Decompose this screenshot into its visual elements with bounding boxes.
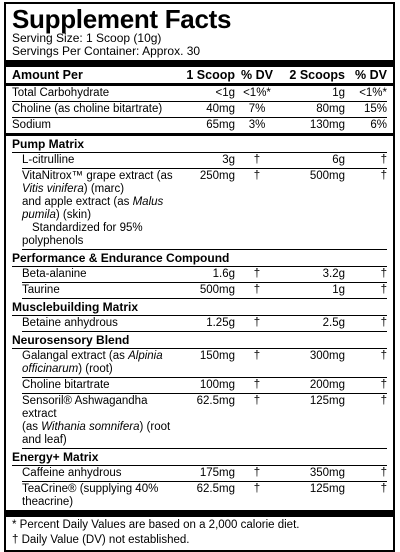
section-title-performance: Performance & Endurance Compound xyxy=(12,250,387,267)
section-title-musclebuilding: Musclebuilding Matrix xyxy=(12,299,387,316)
nutrient-row-carbohydrate: Total Carbohydrate <1g <1%* 1g <1%* xyxy=(12,86,387,102)
dv-header-2: % DV xyxy=(355,68,387,82)
servings-per-container: Servings Per Container: Approx. 30 xyxy=(12,44,201,58)
nutrient-row-choline: Choline (as choline bitartrate) 40mg 7% 80mg 15% xyxy=(12,102,387,118)
standardization-note: Standardized for 95% polyphenols xyxy=(22,222,143,247)
one-scoop-header: 1 Scoop xyxy=(186,68,235,82)
section-title-neurosensory: Neurosensory Blend xyxy=(12,332,387,349)
section-title-energy: Energy+ Matrix xyxy=(12,449,387,466)
supplement-facts-panel xyxy=(4,2,395,552)
ingredient-row: Betaine anhydrous 1.25g † 2.5g † xyxy=(22,316,387,332)
ingredient-row: TeaCrine® (supplying 40% theacrine) 62.5mg † 125mg † xyxy=(22,483,387,508)
ingredient-row: Beta-alanine 1.6g † 3.2g † xyxy=(22,267,387,283)
panel-title: Supplement Facts xyxy=(12,4,232,34)
amount-per-label: Amount Per xyxy=(12,68,83,82)
ingredient-row: Taurine 500mg † 1g † xyxy=(22,283,387,299)
thick-divider xyxy=(6,60,393,67)
footnote-dv-not-established: † Daily Value (DV) not established. xyxy=(12,534,190,546)
ingredient-row: Caffeine anhydrous 175mg † 350mg † xyxy=(22,466,387,482)
thick-divider-bottom xyxy=(6,510,393,517)
two-scoops-header: 2 Scoops xyxy=(289,68,345,82)
footnote-daily-values: * Percent Daily Values are based on a 2,000 calorie diet. xyxy=(12,519,300,531)
section-title-pump: Pump Matrix xyxy=(12,136,387,153)
ingredient-row: Galangal extract (as Alpinia officinarum) (root) 150mg † 300mg † xyxy=(22,349,387,378)
nutrient-row-sodium: Sodium 65mg 3% 130mg 6% xyxy=(12,119,387,131)
ingredient-row: Choline bitartrate 100mg † 200mg † xyxy=(22,378,387,394)
column-header xyxy=(12,67,387,83)
serving-size: Serving Size: 1 Scoop (10g) xyxy=(12,31,162,45)
dv-header-1: % DV xyxy=(241,68,273,82)
ingredient-row: L-citrulline 3g † 6g † xyxy=(22,153,387,169)
ingredient-row: VitaNitrox™ grape extract (as Vitis vinifera) (marc) and apple extract (as Malus pumila) (skin) Standardized for 95% polyphenols 250mg † 500mg † xyxy=(22,169,387,250)
ingredient-row: Sensoril® Ashwagandha extract (as Withania somnifera) (root and leaf) 62.5mg † 125mg † xyxy=(22,394,387,449)
